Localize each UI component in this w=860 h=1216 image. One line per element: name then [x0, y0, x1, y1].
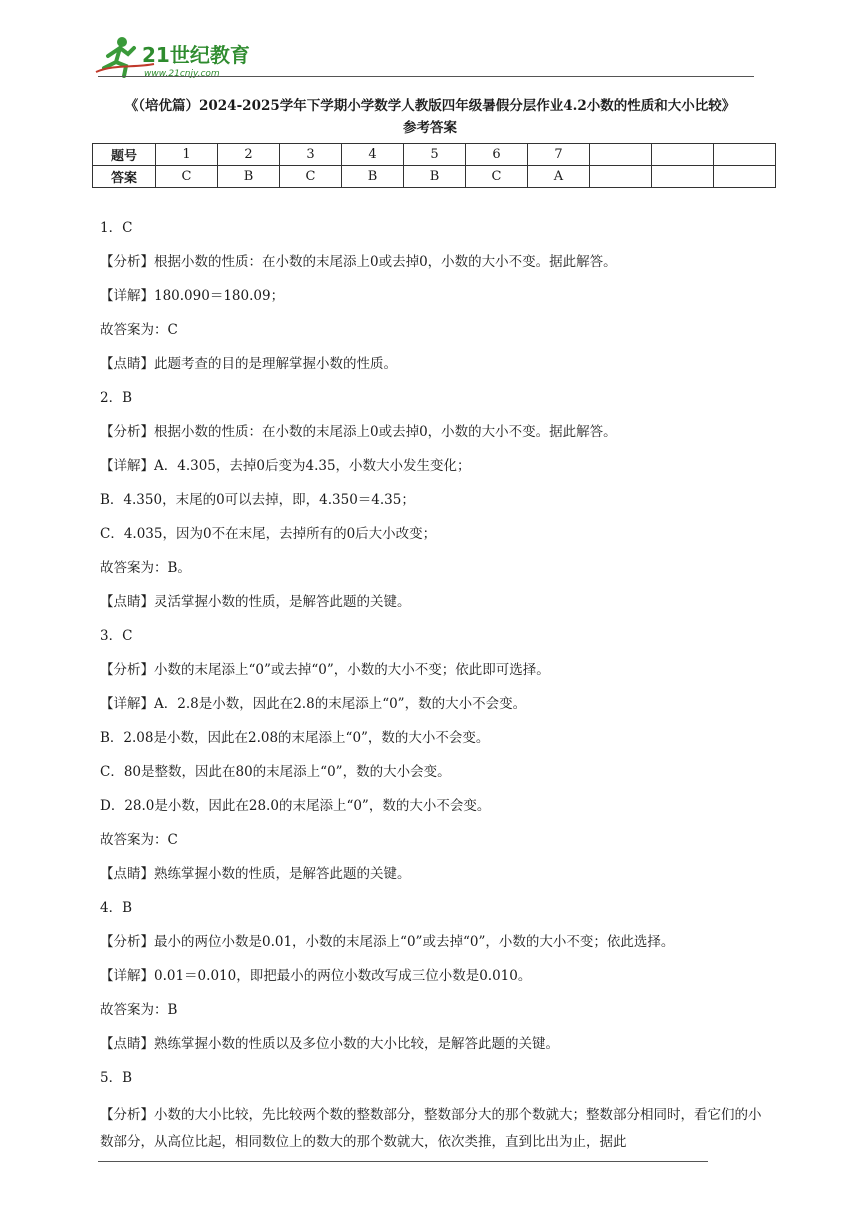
question-number-cell: 7 [528, 144, 590, 166]
solution-line: 【详解】180.090＝180.09； [100, 288, 285, 304]
solution-line: 【分析】根据小数的性质：在小数的末尾添上0或去掉0，小数的大小不变。据此解答。 [100, 254, 617, 270]
question-number-cell: 6 [466, 144, 528, 166]
solution-line: B．4.350，末尾的0可以去掉，即，4.350＝4.35； [100, 492, 415, 508]
answer-table-number-row [93, 144, 776, 166]
answer-cell: A [528, 166, 590, 188]
answer-cell: C [280, 166, 342, 188]
solution-line: 1．C [100, 220, 133, 236]
solution-line: 【点睛】熟练掌握小数的性质，是解答此题的关键。 [100, 866, 411, 882]
question-number-cell [590, 144, 652, 166]
solution-line: 【分析】最小的两位小数是0.01，小数的末尾添上“0”或去掉“0”，小数的大小不变；依此选择。 [100, 934, 675, 950]
header-divider [98, 76, 754, 77]
answer-cell [590, 166, 652, 188]
row-header-number: 题号 [93, 144, 156, 166]
solution-line: 4．B [100, 900, 133, 916]
site-logo [94, 34, 274, 80]
solution-line: B．2.08是小数，因此在2.08的末尾添上“0”，数的大小不会变。 [100, 730, 490, 746]
solution-line: 【详解】0.01＝0.010，即把最小的两位小数改写成三位小数是0.010。 [100, 968, 532, 984]
solution-line: 【详解】A．4.305，去掉0后变为4.35，小数大小发生变化； [100, 458, 471, 474]
answer-cell: C [156, 166, 218, 188]
answer-cell: B [342, 166, 404, 188]
solution-line: 【点睛】灵活掌握小数的性质，是解答此题的关键。 [100, 594, 411, 610]
answer-cell: B [218, 166, 280, 188]
logo-brand-text: 21世纪教育 [142, 43, 250, 67]
answer-cell: B [404, 166, 466, 188]
answer-cell [652, 166, 714, 188]
question-number-cell: 2 [218, 144, 280, 166]
answer-cell: C [466, 166, 528, 188]
solution-line: 故答案为：B [100, 1002, 178, 1018]
solution-paragraph: 【分析】小数的大小比较，先比较两个数的整数部分，整数部分大的那个数就大；整数部分相同时，看它们的小数部分，从高位比起，相同数位上的数大的那个数就大，依次类推，直到比出为止，据此 [100, 1107, 762, 1150]
solution-line: 【分析】根据小数的性质：在小数的末尾添上0或去掉0，小数的大小不变。据此解答。 [100, 424, 617, 440]
solution-line: C．4.035，因为0不在末尾，去掉所有的0后大小改变； [100, 526, 437, 542]
question-number-cell: 4 [342, 144, 404, 166]
logo-url-text: www.21cnjy.com [144, 69, 220, 79]
solution-line: 3．C [100, 628, 133, 644]
question-number-cell [652, 144, 714, 166]
solution-line: 故答案为：C [100, 322, 178, 338]
solution-line: 故答案为：B。 [100, 560, 191, 576]
solution-line: 【分析】小数的末尾添上“0”或去掉“0”，小数的大小不变；依此即可选择。 [100, 662, 550, 678]
solution-line: 【点睛】熟练掌握小数的性质以及多位小数的大小比较，是解答此题的关键。 [100, 1036, 559, 1052]
question-number-cell [714, 144, 776, 166]
solution-line: C．80是整数，因此在80的末尾添上“0”，数的大小会变。 [100, 764, 451, 780]
solution-line: 5．B [100, 1070, 133, 1086]
solution-line: 【详解】A．2.8是小数，因此在2.8的末尾添上“0”，数的大小不会变。 [100, 696, 527, 712]
answer-table [92, 143, 776, 188]
answer-cell [714, 166, 776, 188]
document-title: 《（培优篇）2024-2025学年下学期小学数学人教版四年级暑假分层作业4.2小数的性质和大小比较》 [124, 98, 736, 114]
solutions-body [100, 218, 768, 1156]
solution-line: D．28.0是小数，因此在28.0的末尾添上“0”，数的大小不会变。 [100, 798, 491, 814]
question-number-cell: 1 [156, 144, 218, 166]
answer-table-answer-row [93, 166, 776, 188]
question-number-cell: 3 [280, 144, 342, 166]
document-subtitle: 参考答案 [403, 120, 457, 136]
solution-line: 故答案为：C [100, 832, 178, 848]
solution-line: 2．B [100, 390, 133, 406]
footer-divider [98, 1161, 708, 1162]
solution-line: 【点睛】此题考查的目的是理解掌握小数的性质。 [100, 356, 397, 372]
question-number-cell: 5 [404, 144, 466, 166]
row-header-answer: 答案 [93, 166, 156, 188]
